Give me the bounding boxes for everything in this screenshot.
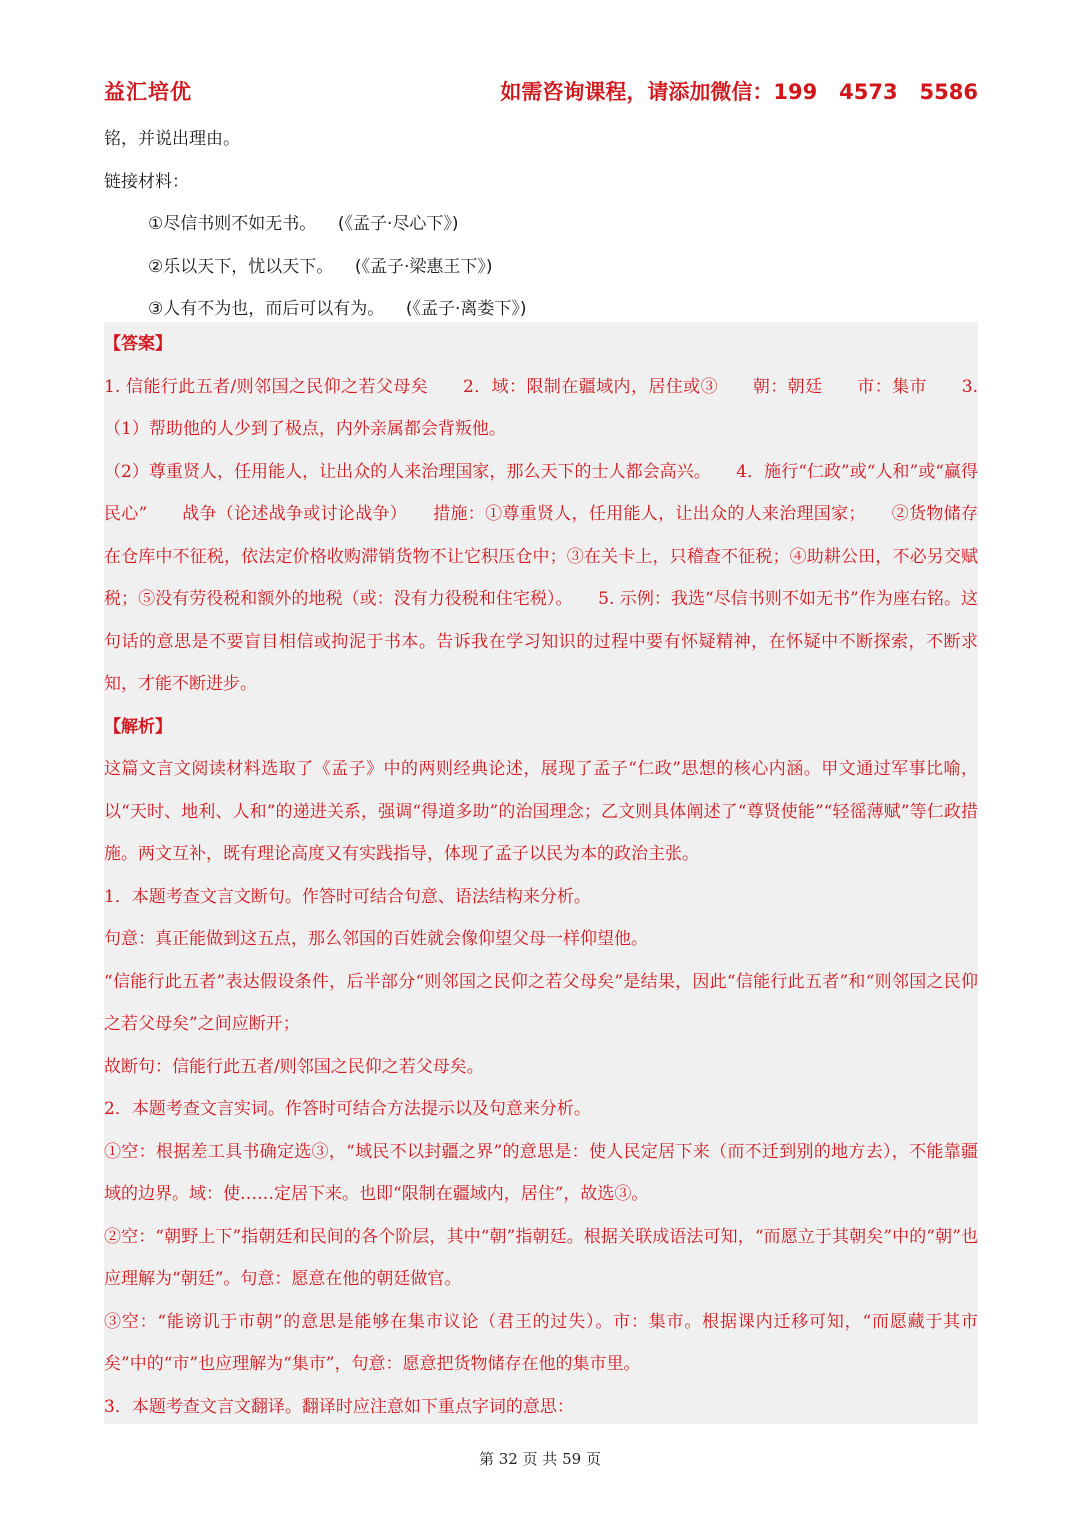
analysis-heading: 【解析】 — [104, 716, 172, 737]
analysis-paragraph: ①空：根据差工具书确定选③，“域民不以封疆之界”的意思是：使人民定居下来（而不迁到别的地方去），不能靠疆域的边界。域：使……定居下来。也即“限制在疆域内，居住”，故选③。 — [104, 1141, 978, 1204]
question-intro — [104, 118, 978, 331]
analysis-paragraph: 1．本题考查文言文断句。作答时可结合句意、语法结构来分析。 — [104, 886, 591, 907]
quote-item: ①尽信书则不如无书。 (《孟子·尽心下》) — [148, 214, 459, 234]
brand-name: 益汇培优 — [104, 80, 192, 104]
quote-item: ③人有不为也，而后可以有为。 (《孟子·离娄下》) — [148, 299, 527, 319]
page-header — [104, 76, 978, 108]
analysis-paragraph: 这篇文言文阅读材料选取了《孟子》中的两则经典论述，展现了孟子“仁政”思想的核心内涵。甲文通过军事比喻，以“天时、地利、人和”的递进关系，强调“得道多助”的治国理念；乙文则具体阐述了“尊贤使能”“轻徭薄赋”等仁政措施。两文互补，既有理论高度又有实践指导，体现了孟子以民为本的政治主张。 — [104, 759, 978, 864]
answer-paragraph: （2）尊重贤人，任用能人，让出众的人来治理国家，那么天下的士人都会高兴。 4．施行“仁政”或“人和”或“赢得民心” 战争（论述战争或讨论战争） 措施：①尊重贤人，任用能人，让出众的人来治理国家； ②货物储存在仓库中不征税，依法定价格收购滞销货物不让它积压仓中；③在关卡上，只稽查不征税；④助耕公田，不必另交赋税；⑤没有劳役税和额外的地税（或：没有力役税和住宅税）。 5. 示例：我选“尽信书则不如无书”作为座右铭。这句话的意思是不要盲目相信或拘泥于书本。告诉我在学习知识的过程中要有怀疑精神，在怀疑中不断探索，不断求知，才能不断进步。 — [104, 461, 978, 694]
answer-heading: 【答案】 — [104, 334, 172, 354]
analysis-paragraph: 句意：真正能做到这五点，那么邻国的百姓就会像仰望父母一样仰望他。 — [104, 929, 648, 949]
contact-info: 如需咨询课程，请添加微信：199 4573 5586 — [500, 80, 978, 104]
analysis-paragraph: “信能行此五者”表达假设条件，后半部分“则邻国之民仰之若父母矣”是结果，因此“信能行此五者”和“则邻国之民仰之若父母矣”之间应断开； — [104, 971, 978, 1034]
answer-paragraph: 1. 信能行此五者/则邻国之民仰之若父母矣 2．域：限制在疆域内，居住或③ 朝：朝廷 市：集市 3.（1）帮助他的人少到了极点，内外亲属都会背叛他。 — [104, 376, 978, 439]
quote-item: ②乐以天下，忧以天下。 (《孟子·梁惠王下》) — [148, 256, 493, 277]
intro-line: 铭，并说出理由。 — [104, 129, 240, 149]
analysis-paragraph: 2．本题考查文言实词。作答时可结合方法提示以及句意来分析。 — [104, 1099, 591, 1119]
analysis-paragraph: 3．本题考查文言文翻译。翻译时应注意如下重点字词的意思： — [104, 1396, 574, 1417]
analysis-paragraph: ③空：“能谤讥于市朝”的意思是能够在集市议论（君王的过失）。市：集市。根据课内迁移可知，“而愿藏于其市矣”中的“市”也应理解为“集市”，句意：愿意把货物储存在他的集市里。 — [104, 1311, 978, 1374]
intro-line: 链接材料： — [104, 171, 189, 192]
analysis-paragraph: ②空：“朝野上下”指朝廷和民间的各个阶层，其中“朝”指朝廷。根据关联成语法可知，“而愿立于其朝矣”中的“朝”也应理解为“朝廷”。句意：愿意在他的朝廷做官。 — [104, 1226, 978, 1289]
answer-section — [104, 323, 978, 1428]
analysis-paragraph: 故断句：信能行此五者/则邻国之民仰之若父母矣。 — [104, 1056, 484, 1077]
page-number: 第 32 页 共 59 页 — [478, 1450, 601, 1468]
